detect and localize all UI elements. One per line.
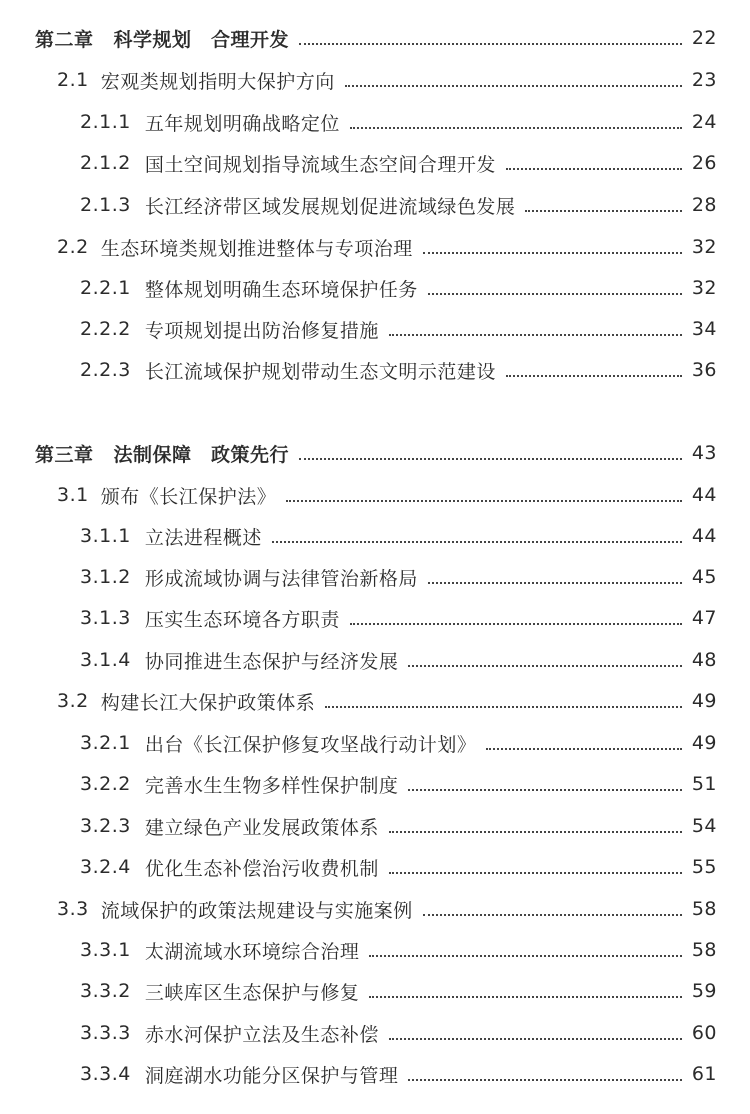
toc-subsection-row[interactable] (0, 142, 750, 184)
toc-entry-number: 3.2.2 (80, 773, 131, 795)
toc-entry-number: 3.1.4 (80, 649, 131, 671)
toc-entry-title: 整体规划明确生态环境保护任务 (144, 278, 418, 301)
toc-chapter-row[interactable] (0, 17, 750, 59)
toc-subsection-row[interactable] (0, 1012, 750, 1054)
dot-leader (525, 210, 681, 212)
dot-leader (325, 706, 682, 708)
toc-section-row[interactable] (0, 59, 750, 101)
toc-entry-title: 建立绿色产业发展政策体系 (144, 816, 379, 839)
toc-section-row[interactable] (0, 680, 750, 722)
dot-leader (506, 375, 682, 377)
toc-entry-page-number: 45 (691, 566, 717, 588)
toc-entry-title: 科学规划 合理开发 (113, 28, 290, 51)
toc-entry-number: 3.3 (57, 898, 89, 920)
toc-entry-page-number: 34 (691, 318, 717, 340)
toc-section-row[interactable] (0, 226, 750, 268)
dot-leader (486, 748, 681, 750)
toc-subsection-row[interactable] (0, 1053, 750, 1095)
toc-subsection-row[interactable] (0, 639, 750, 681)
toc-entry-page-number: 54 (691, 815, 717, 837)
toc-entry-title: 出台《长江保护修复攻坚战行动计划》 (144, 733, 477, 756)
toc-entry-title: 五年规划明确战略定位 (144, 112, 340, 135)
toc-entry-title: 宏观类规划指明大保护方向 (100, 70, 335, 93)
toc-entry-page-number: 44 (691, 525, 717, 547)
toc-entry-title: 立法进程概述 (144, 526, 262, 549)
toc-entry-number: 3.3.2 (80, 980, 131, 1002)
dot-leader (408, 789, 681, 791)
toc-entry-page-number: 58 (691, 939, 717, 961)
toc-entry-title: 完善水生生物多样性保护制度 (144, 774, 399, 797)
toc-entry-page-number: 47 (691, 607, 717, 629)
toc-entry-page-number: 59 (691, 980, 717, 1002)
toc-entry-title: 优化生态补偿治污收费机制 (144, 857, 379, 880)
toc-entry-title: 压实生态环境各方职责 (144, 608, 340, 631)
dot-leader (299, 43, 682, 45)
toc-subsection-row[interactable] (0, 722, 750, 764)
toc-entry-title: 三峡库区生态保护与修复 (144, 981, 360, 1004)
toc-entry-number: 2.1.1 (80, 111, 131, 133)
toc-subsection-row[interactable] (0, 597, 750, 639)
toc-entry-number: 3.2.1 (80, 732, 131, 754)
toc-section-row[interactable] (0, 474, 750, 516)
dot-leader (389, 872, 682, 874)
dot-leader (272, 541, 682, 543)
toc-entry-title: 生态环境类规划推进整体与专项治理 (100, 237, 413, 260)
toc-entry-number: 2.2.3 (80, 359, 131, 381)
toc-entry-title: 法制保障 政策先行 (113, 443, 290, 466)
toc-subsection-row[interactable] (0, 515, 750, 557)
toc-entry-page-number: 55 (691, 856, 717, 878)
toc-subsection-row[interactable] (0, 349, 750, 391)
dot-leader (389, 1038, 682, 1040)
toc-entry-number: 2.1 (57, 69, 89, 91)
toc-entry-number: 3.1.2 (80, 566, 131, 588)
toc-section-row[interactable] (0, 888, 750, 930)
dot-leader (506, 168, 682, 170)
toc-subsection-row[interactable] (0, 556, 750, 598)
toc-entry-title: 颁布《长江保护法》 (100, 485, 277, 508)
toc-entry-number: 2.1.2 (80, 152, 131, 174)
toc-entry-page-number: 43 (691, 442, 717, 464)
dot-leader (299, 458, 682, 460)
dot-leader (423, 252, 682, 254)
toc-entry-title: 太湖流域水环境综合治理 (144, 940, 360, 963)
toc-entry-number: 3.3.3 (80, 1022, 131, 1044)
toc-subsection-row[interactable] (0, 308, 750, 350)
toc-entry-page-number: 48 (691, 649, 717, 671)
toc-entry-page-number: 24 (691, 111, 717, 133)
toc-entry-number: 3.2.3 (80, 815, 131, 837)
dot-leader (408, 1079, 681, 1081)
toc-entry-page-number: 32 (691, 277, 717, 299)
toc-entry-number: 3.3.4 (80, 1063, 131, 1085)
toc-entry-title: 流域保护的政策法规建设与实施案例 (100, 899, 413, 922)
toc-subsection-row[interactable] (0, 846, 750, 888)
dot-leader (286, 500, 682, 502)
toc-entry-number: 3.1.1 (80, 525, 131, 547)
toc-entry-title: 构建长江大保护政策体系 (100, 691, 316, 714)
toc-entry-number: 3.3.1 (80, 939, 131, 961)
toc-subsection-row[interactable] (0, 184, 750, 226)
toc-entry-number: 2.2 (57, 236, 89, 258)
toc-subsection-row[interactable] (0, 267, 750, 309)
toc-entry-title: 专项规划提出防治修复措施 (144, 319, 379, 342)
toc-entry-title: 长江经济带区域发展规划促进流域绿色发展 (144, 195, 516, 218)
dot-leader (350, 127, 682, 129)
toc-subsection-row[interactable] (0, 805, 750, 847)
toc-entry-page-number: 60 (691, 1022, 717, 1044)
toc-entry-page-number: 23 (691, 69, 717, 91)
dot-leader (408, 665, 681, 667)
toc-entry-title: 洞庭湖水功能分区保护与管理 (144, 1064, 399, 1087)
toc-entry-page-number: 49 (691, 732, 717, 754)
dot-leader (345, 85, 682, 87)
dot-leader (369, 955, 681, 957)
toc-subsection-row[interactable] (0, 101, 750, 143)
toc-entry-number: 2.1.3 (80, 194, 131, 216)
toc-entry-title: 赤水河保护立法及生态补偿 (144, 1023, 379, 1046)
dot-leader (369, 996, 681, 998)
toc-entry-number: 3.2.4 (80, 856, 131, 878)
toc-subsection-row[interactable] (0, 929, 750, 971)
dot-leader (389, 831, 682, 833)
toc-entry-page-number: 26 (691, 152, 717, 174)
toc-entry-number: 2.2.1 (80, 277, 131, 299)
toc-entry-title: 长江流域保护规划带动生态文明示范建设 (144, 360, 496, 383)
dot-leader (428, 582, 682, 584)
toc-entry-title: 形成流域协调与法律管治新格局 (144, 567, 418, 590)
toc-entry-number: 第二章 (35, 28, 94, 51)
dot-leader (423, 914, 682, 916)
toc-entry-page-number: 51 (691, 773, 717, 795)
toc-entry-number: 2.2.2 (80, 318, 131, 340)
toc-entry-page-number: 32 (691, 236, 717, 258)
toc-subsection-row[interactable] (0, 763, 750, 805)
dot-leader (389, 334, 682, 336)
toc-entry-page-number: 61 (691, 1063, 717, 1085)
toc-entry-page-number: 36 (691, 359, 717, 381)
toc-chapter-row[interactable] (0, 432, 750, 474)
toc-entry-number: 3.2 (57, 690, 89, 712)
toc-entry-page-number: 44 (691, 484, 717, 506)
toc-entry-number: 3.1.3 (80, 607, 131, 629)
toc-entry-title: 协同推进生态保护与经济发展 (144, 650, 399, 673)
toc-entry-number: 3.1 (57, 484, 89, 506)
dot-leader (350, 623, 682, 625)
toc-entry-number: 第三章 (35, 443, 94, 466)
toc-entry-title: 国土空间规划指导流域生态空间合理开发 (144, 153, 496, 176)
toc-entry-page-number: 28 (691, 194, 717, 216)
toc-entry-page-number: 49 (691, 690, 717, 712)
toc-entry-page-number: 58 (691, 898, 717, 920)
toc-entry-page-number: 22 (691, 27, 717, 49)
dot-leader (428, 293, 682, 295)
toc-subsection-row[interactable] (0, 970, 750, 1012)
